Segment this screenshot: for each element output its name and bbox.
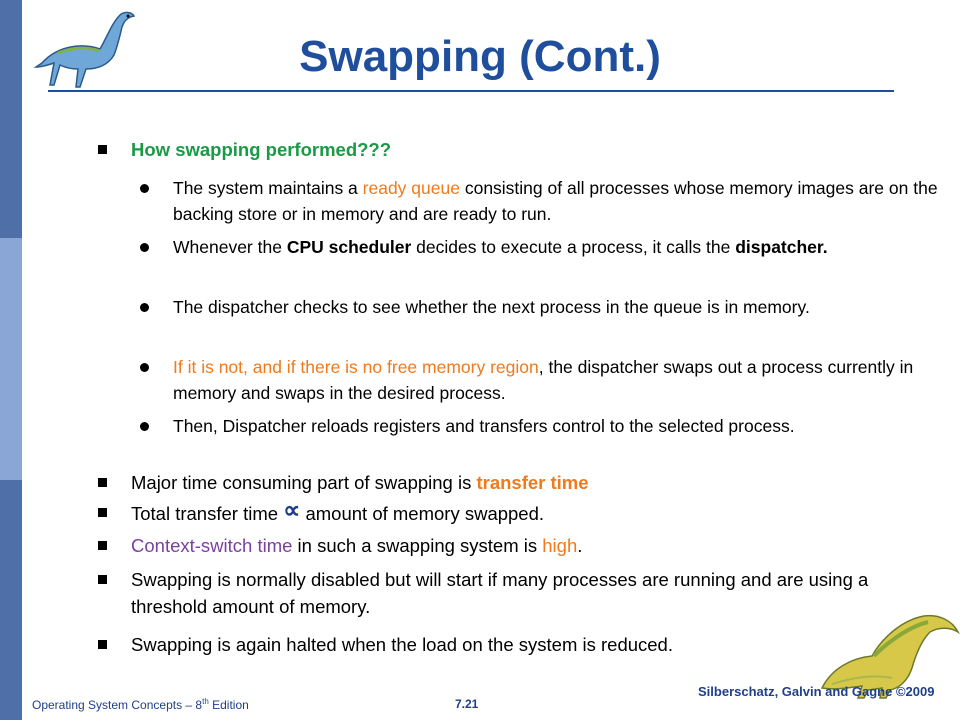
square-bullet-icon <box>98 508 107 517</box>
round-bullet-icon <box>140 363 149 372</box>
slide-title: Swapping (Cont.) <box>299 32 661 81</box>
footer-page-number: 7.21 <box>455 697 479 711</box>
square-bullet-icon <box>98 575 107 584</box>
round-bullet-icon <box>140 184 149 193</box>
title-underline <box>48 90 894 92</box>
heading-text: How swapping performed??? <box>131 139 392 160</box>
footer-copyright: Silberschatz, Galvin and Gagne ©2009 <box>698 684 935 699</box>
left-accent-bar <box>0 0 22 720</box>
proportional-symbol: ∝ <box>283 497 301 524</box>
square-bullet-icon <box>98 640 107 649</box>
round-bullet-icon <box>140 422 149 431</box>
square-bullet-icon <box>98 541 107 550</box>
highlight-ready-queue: ready queue <box>362 178 460 198</box>
square-bullet-icon <box>98 145 107 154</box>
round-bullet-icon <box>140 303 149 312</box>
square-bullet-icon <box>98 478 107 487</box>
round-bullet-icon <box>140 243 149 252</box>
footer-course: Operating System Concepts – 8th Edition <box>32 697 249 712</box>
